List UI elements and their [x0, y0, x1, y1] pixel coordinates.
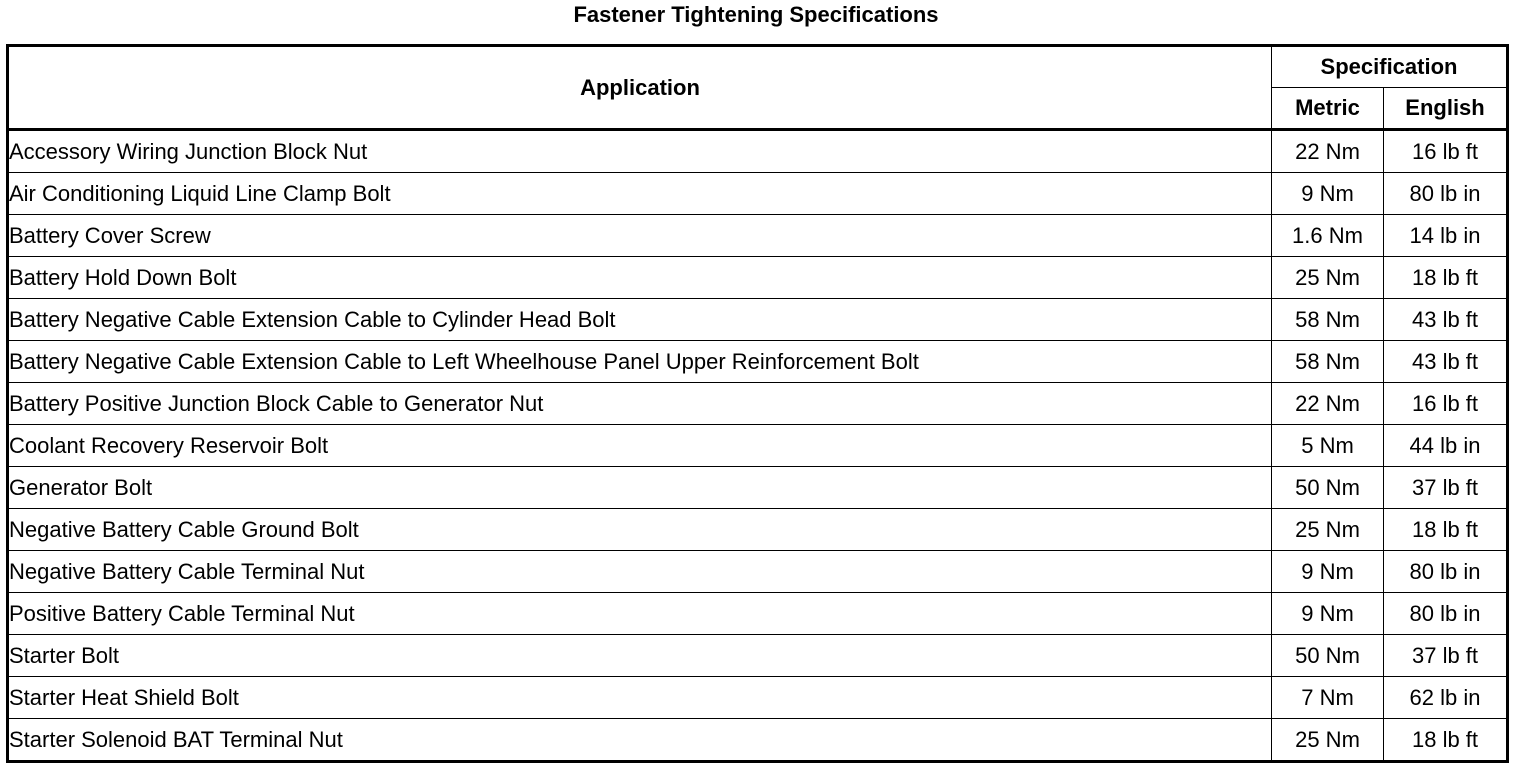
- metric-cell: 9 Nm: [1272, 593, 1384, 635]
- table-row: [8, 215, 1508, 257]
- table-row: [8, 173, 1508, 215]
- table-row: [8, 677, 1508, 719]
- table-row: [8, 130, 1508, 173]
- table-row: [8, 509, 1508, 551]
- table-body: [8, 130, 1508, 762]
- metric-cell: 5 Nm: [1272, 425, 1384, 467]
- header-row-top: [8, 46, 1508, 88]
- english-cell: 62 lb in: [1384, 677, 1508, 719]
- english-cell: 44 lb in: [1384, 425, 1508, 467]
- table-row: [8, 593, 1508, 635]
- english-cell: 37 lb ft: [1384, 635, 1508, 677]
- english-cell: 80 lb in: [1384, 551, 1508, 593]
- metric-cell: 9 Nm: [1272, 551, 1384, 593]
- application-cell: Air Conditioning Liquid Line Clamp Bolt: [8, 173, 1272, 215]
- metric-cell: 25 Nm: [1272, 719, 1384, 762]
- english-cell: 18 lb ft: [1384, 719, 1508, 762]
- table-row: [8, 425, 1508, 467]
- application-cell: Battery Cover Screw: [8, 215, 1272, 257]
- application-cell: Starter Heat Shield Bolt: [8, 677, 1272, 719]
- english-cell: 16 lb ft: [1384, 130, 1508, 173]
- column-header-metric: Metric: [1272, 88, 1384, 130]
- application-cell: Generator Bolt: [8, 467, 1272, 509]
- table-row: [8, 257, 1508, 299]
- english-cell: 80 lb in: [1384, 593, 1508, 635]
- metric-cell: 7 Nm: [1272, 677, 1384, 719]
- english-cell: 43 lb ft: [1384, 299, 1508, 341]
- english-cell: 14 lb in: [1384, 215, 1508, 257]
- table-row: [8, 635, 1508, 677]
- column-group-header-specification: Specification: [1272, 46, 1508, 88]
- application-cell: Coolant Recovery Reservoir Bolt: [8, 425, 1272, 467]
- table-header: [8, 46, 1508, 130]
- application-cell: Negative Battery Cable Terminal Nut: [8, 551, 1272, 593]
- application-cell: Starter Solenoid BAT Terminal Nut: [8, 719, 1272, 762]
- metric-cell: 50 Nm: [1272, 467, 1384, 509]
- table-row: [8, 299, 1508, 341]
- metric-cell: 9 Nm: [1272, 173, 1384, 215]
- english-cell: 43 lb ft: [1384, 341, 1508, 383]
- english-cell: 80 lb in: [1384, 173, 1508, 215]
- english-cell: 16 lb ft: [1384, 383, 1508, 425]
- table-row: [8, 719, 1508, 762]
- table-row: [8, 551, 1508, 593]
- metric-cell: 22 Nm: [1272, 130, 1384, 173]
- english-cell: 37 lb ft: [1384, 467, 1508, 509]
- english-cell: 18 lb ft: [1384, 509, 1508, 551]
- application-cell: Positive Battery Cable Terminal Nut: [8, 593, 1272, 635]
- application-cell: Starter Bolt: [8, 635, 1272, 677]
- metric-cell: 1.6 Nm: [1272, 215, 1384, 257]
- application-cell: Battery Negative Cable Extension Cable to Left Wheelhouse Panel Upper Reinforcement Bolt: [8, 341, 1272, 383]
- metric-cell: 50 Nm: [1272, 635, 1384, 677]
- application-cell: Negative Battery Cable Ground Bolt: [8, 509, 1272, 551]
- metric-cell: 58 Nm: [1272, 299, 1384, 341]
- application-cell: Battery Positive Junction Block Cable to Generator Nut: [8, 383, 1272, 425]
- column-header-application: Application: [8, 46, 1272, 130]
- metric-cell: 22 Nm: [1272, 383, 1384, 425]
- table-row: [8, 467, 1508, 509]
- metric-cell: 25 Nm: [1272, 509, 1384, 551]
- fastener-spec-table: [6, 44, 1509, 763]
- application-cell: Accessory Wiring Junction Block Nut: [8, 130, 1272, 173]
- metric-cell: 58 Nm: [1272, 341, 1384, 383]
- table-row: [8, 383, 1508, 425]
- application-cell: Battery Hold Down Bolt: [8, 257, 1272, 299]
- english-cell: 18 lb ft: [1384, 257, 1508, 299]
- page-title: Fastener Tightening Specifications: [573, 2, 939, 27]
- application-cell: Battery Negative Cable Extension Cable to Cylinder Head Bolt: [8, 299, 1272, 341]
- column-header-english: English: [1384, 88, 1508, 130]
- metric-cell: 25 Nm: [1272, 257, 1384, 299]
- table-row: [8, 341, 1508, 383]
